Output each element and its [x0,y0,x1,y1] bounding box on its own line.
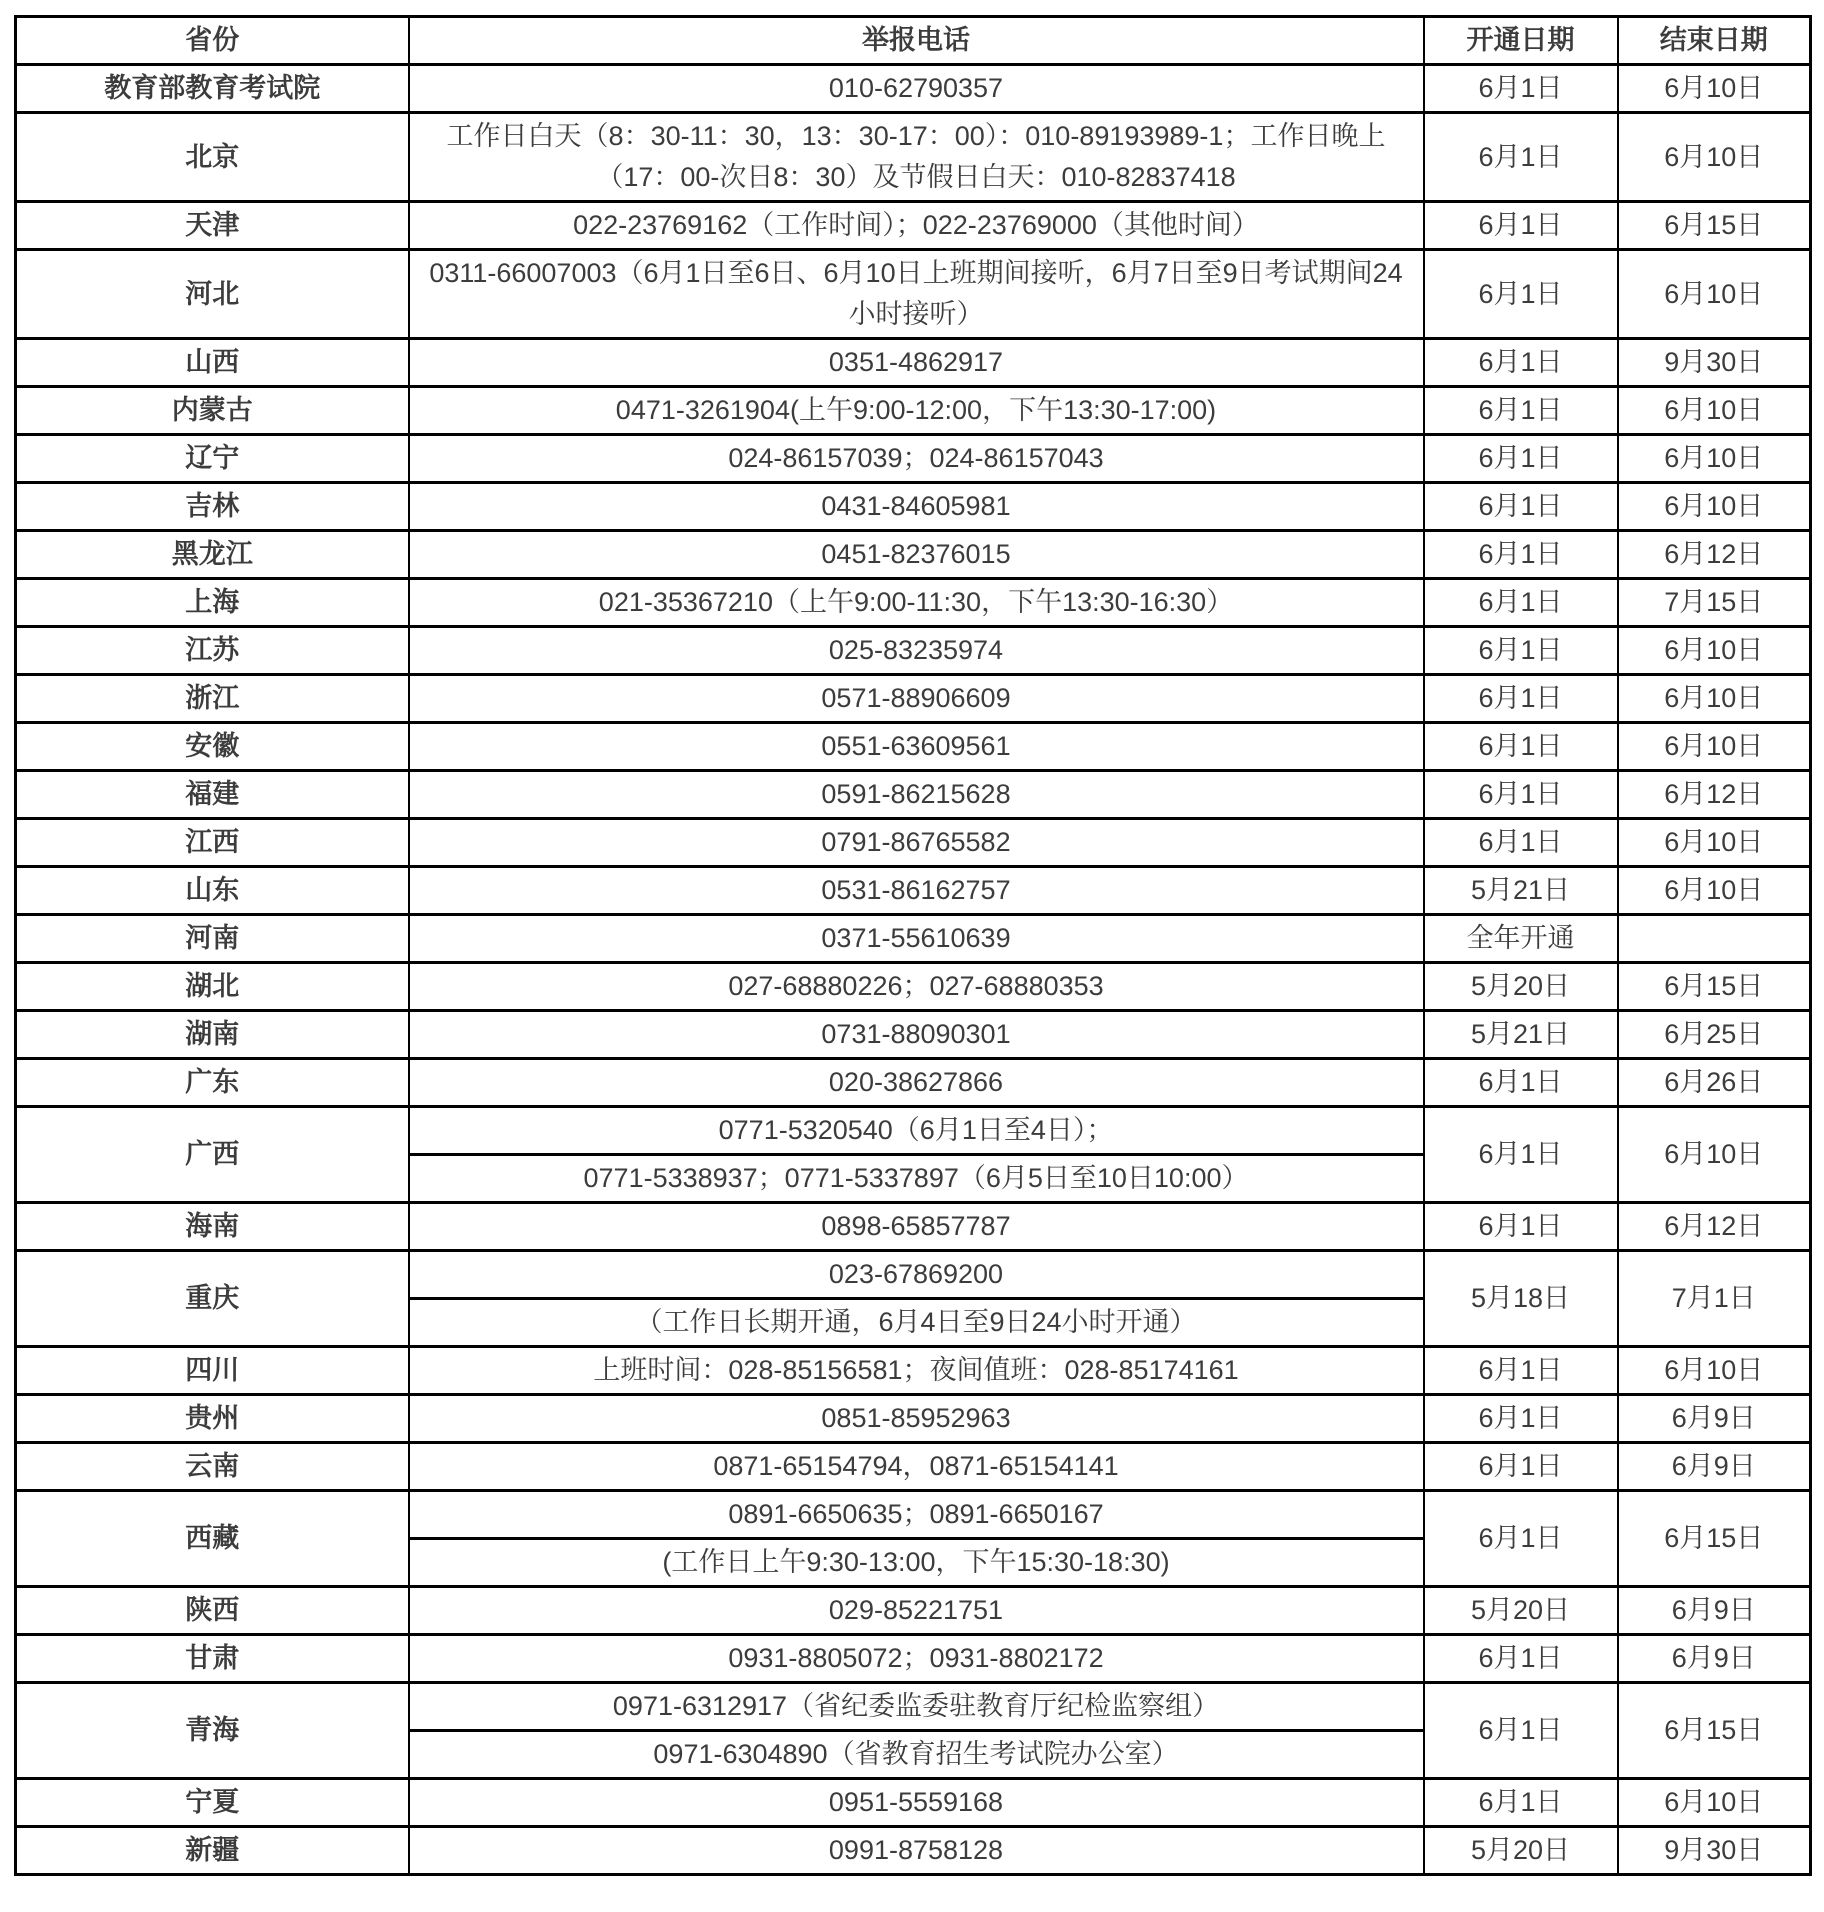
province-cell: 教育部教育考试院 [16,65,409,113]
table-row [16,250,1811,339]
open-date-cell: 5月21日 [1424,867,1618,915]
province-cell: 西藏 [16,1491,409,1587]
end-date-cell: 6月26日 [1618,1059,1811,1107]
open-date-cell: 6月1日 [1424,627,1618,675]
end-date-cell: 9月30日 [1618,339,1811,387]
table-row [16,723,1811,771]
end-date-cell: 6月15日 [1618,1491,1811,1587]
end-date-cell: 6月25日 [1618,1011,1811,1059]
province-cell: 北京 [16,113,409,202]
end-date-cell: 6月15日 [1618,202,1811,250]
end-date-cell: 7月15日 [1618,579,1811,627]
open-date-cell: 6月1日 [1424,387,1618,435]
open-date-cell: 6月1日 [1424,202,1618,250]
phone-cell: 0351-4862917 [409,339,1424,387]
table-row [16,1011,1811,1059]
phone-cell: (工作日上午9:30-13:00，下午15:30-18:30) [409,1539,1424,1587]
province-cell: 湖北 [16,963,409,1011]
province-cell: 青海 [16,1683,409,1779]
phone-cell: 0431-84605981 [409,483,1424,531]
phone-cell: 0771-5320540（6月1日至4日）； [409,1107,1424,1155]
end-date-cell: 6月10日 [1618,65,1811,113]
table-row [16,1059,1811,1107]
province-cell: 浙江 [16,675,409,723]
table-row [16,963,1811,1011]
end-date-cell: 6月10日 [1618,435,1811,483]
phone-cell: 027-68880226；027-68880353 [409,963,1424,1011]
phone-cell: 0471-3261904(上午9:00-12:00，下午13:30-17:00) [409,387,1424,435]
province-cell: 江苏 [16,627,409,675]
province-cell: 江西 [16,819,409,867]
phone-cell: 0531-86162757 [409,867,1424,915]
end-date-cell: 6月10日 [1618,387,1811,435]
province-cell: 重庆 [16,1251,409,1347]
table-row [16,627,1811,675]
phone-cell: 029-85221751 [409,1587,1424,1635]
open-date-cell: 6月1日 [1424,1635,1618,1683]
table-row [16,387,1811,435]
phone-cell: 工作日白天（8：30-11：30，13：30-17：00）：010-89193989-1；工作日晚上（17：00-次日8：30）及节假日白天：010-82837418 [409,113,1424,202]
table-body [16,65,1811,1875]
table-row [16,819,1811,867]
end-date-cell: 7月1日 [1618,1251,1811,1347]
end-date-cell: 6月12日 [1618,1203,1811,1251]
province-cell: 广东 [16,1059,409,1107]
open-date-cell: 5月20日 [1424,963,1618,1011]
col-header-phone: 举报电话 [409,17,1424,65]
col-header-open-date: 开通日期 [1424,17,1618,65]
province-cell: 河北 [16,250,409,339]
open-date-cell: 6月1日 [1424,579,1618,627]
province-cell: 安徽 [16,723,409,771]
phone-cell: 0311-66007003（6月1日至6日、6月10日上班期间接听，6月7日至9日考试期间24小时接听） [409,250,1424,339]
table-row [16,1107,1811,1155]
open-date-cell: 6月1日 [1424,675,1618,723]
table-row [16,1443,1811,1491]
table-row [16,1779,1811,1827]
table-row [16,867,1811,915]
end-date-cell: 6月10日 [1618,675,1811,723]
open-date-cell: 5月21日 [1424,1011,1618,1059]
phone-cell: 0551-63609561 [409,723,1424,771]
province-cell: 云南 [16,1443,409,1491]
open-date-cell: 6月1日 [1424,250,1618,339]
province-cell: 宁夏 [16,1779,409,1827]
open-date-cell: 6月1日 [1424,1779,1618,1827]
open-date-cell: 6月1日 [1424,1059,1618,1107]
phone-cell: 025-83235974 [409,627,1424,675]
open-date-cell: 6月1日 [1424,1203,1618,1251]
open-date-cell: 6月1日 [1424,113,1618,202]
open-date-cell: 6月1日 [1424,435,1618,483]
header-row [16,17,1811,65]
open-date-cell: 6月1日 [1424,1395,1618,1443]
open-date-cell: 6月1日 [1424,65,1618,113]
province-cell: 陕西 [16,1587,409,1635]
end-date-cell: 6月10日 [1618,867,1811,915]
col-header-end-date: 结束日期 [1618,17,1811,65]
phone-cell: 0931-8805072；0931-8802172 [409,1635,1424,1683]
phone-cell: 0731-88090301 [409,1011,1424,1059]
province-cell: 四川 [16,1347,409,1395]
province-cell: 辽宁 [16,435,409,483]
phone-cell: 022-23769162（工作时间）；022-23769000（其他时间） [409,202,1424,250]
phone-cell: 021-35367210（上午9:00-11:30，下午13:30-16:30） [409,579,1424,627]
end-date-cell: 6月10日 [1618,627,1811,675]
end-date-cell: 6月10日 [1618,250,1811,339]
table-row [16,1491,1811,1539]
open-date-cell: 6月1日 [1424,771,1618,819]
hotline-table [14,15,1812,1876]
phone-cell: 上班时间：028-85156581；夜间值班：028-85174161 [409,1347,1424,1395]
phone-cell: 0971-6312917（省纪委监委驻教育厅纪检监察组） [409,1683,1424,1731]
phone-cell: 0371-55610639 [409,915,1424,963]
province-cell: 吉林 [16,483,409,531]
phone-cell: 0891-6650635；0891-6650167 [409,1491,1424,1539]
open-date-cell: 6月1日 [1424,819,1618,867]
open-date-cell: 6月1日 [1424,1347,1618,1395]
open-date-cell: 6月1日 [1424,483,1618,531]
open-date-cell: 5月20日 [1424,1587,1618,1635]
table-row [16,579,1811,627]
province-cell: 黑龙江 [16,531,409,579]
open-date-cell: 6月1日 [1424,723,1618,771]
end-date-cell: 6月12日 [1618,771,1811,819]
province-cell: 广西 [16,1107,409,1203]
open-date-cell: 6月1日 [1424,1107,1618,1203]
end-date-cell: 6月10日 [1618,113,1811,202]
end-date-cell [1618,915,1811,963]
open-date-cell: 5月20日 [1424,1827,1618,1875]
table-row [16,65,1811,113]
table-row [16,531,1811,579]
table-row [16,1203,1811,1251]
open-date-cell: 6月1日 [1424,531,1618,579]
end-date-cell: 6月9日 [1618,1635,1811,1683]
province-cell: 天津 [16,202,409,250]
end-date-cell: 6月12日 [1618,531,1811,579]
end-date-cell: 6月10日 [1618,1347,1811,1395]
phone-cell: （工作日长期开通，6月4日至9日24小时开通） [409,1299,1424,1347]
table-row [16,1347,1811,1395]
phone-cell: 0991-8758128 [409,1827,1424,1875]
province-cell: 甘肃 [16,1635,409,1683]
province-cell: 贵州 [16,1395,409,1443]
open-date-cell: 6月1日 [1424,1683,1618,1779]
open-date-cell: 5月18日 [1424,1251,1618,1347]
phone-cell: 0851-85952963 [409,1395,1424,1443]
open-date-cell: 6月1日 [1424,1443,1618,1491]
table-row [16,1683,1811,1731]
phone-cell: 0871-65154794，0871-65154141 [409,1443,1424,1491]
province-cell: 海南 [16,1203,409,1251]
province-cell: 山东 [16,867,409,915]
open-date-cell: 6月1日 [1424,1491,1618,1587]
end-date-cell: 6月10日 [1618,723,1811,771]
table-row [16,435,1811,483]
end-date-cell: 6月15日 [1618,963,1811,1011]
phone-cell: 020-38627866 [409,1059,1424,1107]
phone-cell: 0571-88906609 [409,675,1424,723]
phone-cell: 0791-86765582 [409,819,1424,867]
phone-cell: 010-62790357 [409,65,1424,113]
table-row [16,1395,1811,1443]
phone-cell: 0451-82376015 [409,531,1424,579]
table-row [16,1827,1811,1875]
end-date-cell: 6月10日 [1618,1107,1811,1203]
table-row [16,675,1811,723]
col-header-province: 省份 [16,17,409,65]
phone-cell: 0971-6304890（省教育招生考试院办公室） [409,1731,1424,1779]
open-date-cell: 全年开通 [1424,915,1618,963]
table-row [16,113,1811,202]
province-cell: 河南 [16,915,409,963]
province-cell: 福建 [16,771,409,819]
province-cell: 湖南 [16,1011,409,1059]
end-date-cell: 6月9日 [1618,1587,1811,1635]
phone-cell: 024-86157039；024-86157043 [409,435,1424,483]
table-row [16,483,1811,531]
table-row [16,1635,1811,1683]
end-date-cell: 6月9日 [1618,1395,1811,1443]
phone-cell: 0771-5338937；0771-5337897（6月5日至10日10:00） [409,1155,1424,1203]
province-cell: 上海 [16,579,409,627]
end-date-cell: 6月9日 [1618,1443,1811,1491]
table-row [16,915,1811,963]
phone-cell: 0591-86215628 [409,771,1424,819]
province-cell: 内蒙古 [16,387,409,435]
province-cell: 山西 [16,339,409,387]
table-row [16,1587,1811,1635]
end-date-cell: 9月30日 [1618,1827,1811,1875]
end-date-cell: 6月15日 [1618,1683,1811,1779]
end-date-cell: 6月10日 [1618,819,1811,867]
phone-cell: 0898-65857787 [409,1203,1424,1251]
table-row [16,202,1811,250]
phone-cell: 023-67869200 [409,1251,1424,1299]
phone-cell: 0951-5559168 [409,1779,1424,1827]
province-cell: 新疆 [16,1827,409,1875]
table-row [16,771,1811,819]
end-date-cell: 6月10日 [1618,1779,1811,1827]
open-date-cell: 6月1日 [1424,339,1618,387]
table-row [16,1251,1811,1299]
table-row [16,339,1811,387]
end-date-cell: 6月10日 [1618,483,1811,531]
